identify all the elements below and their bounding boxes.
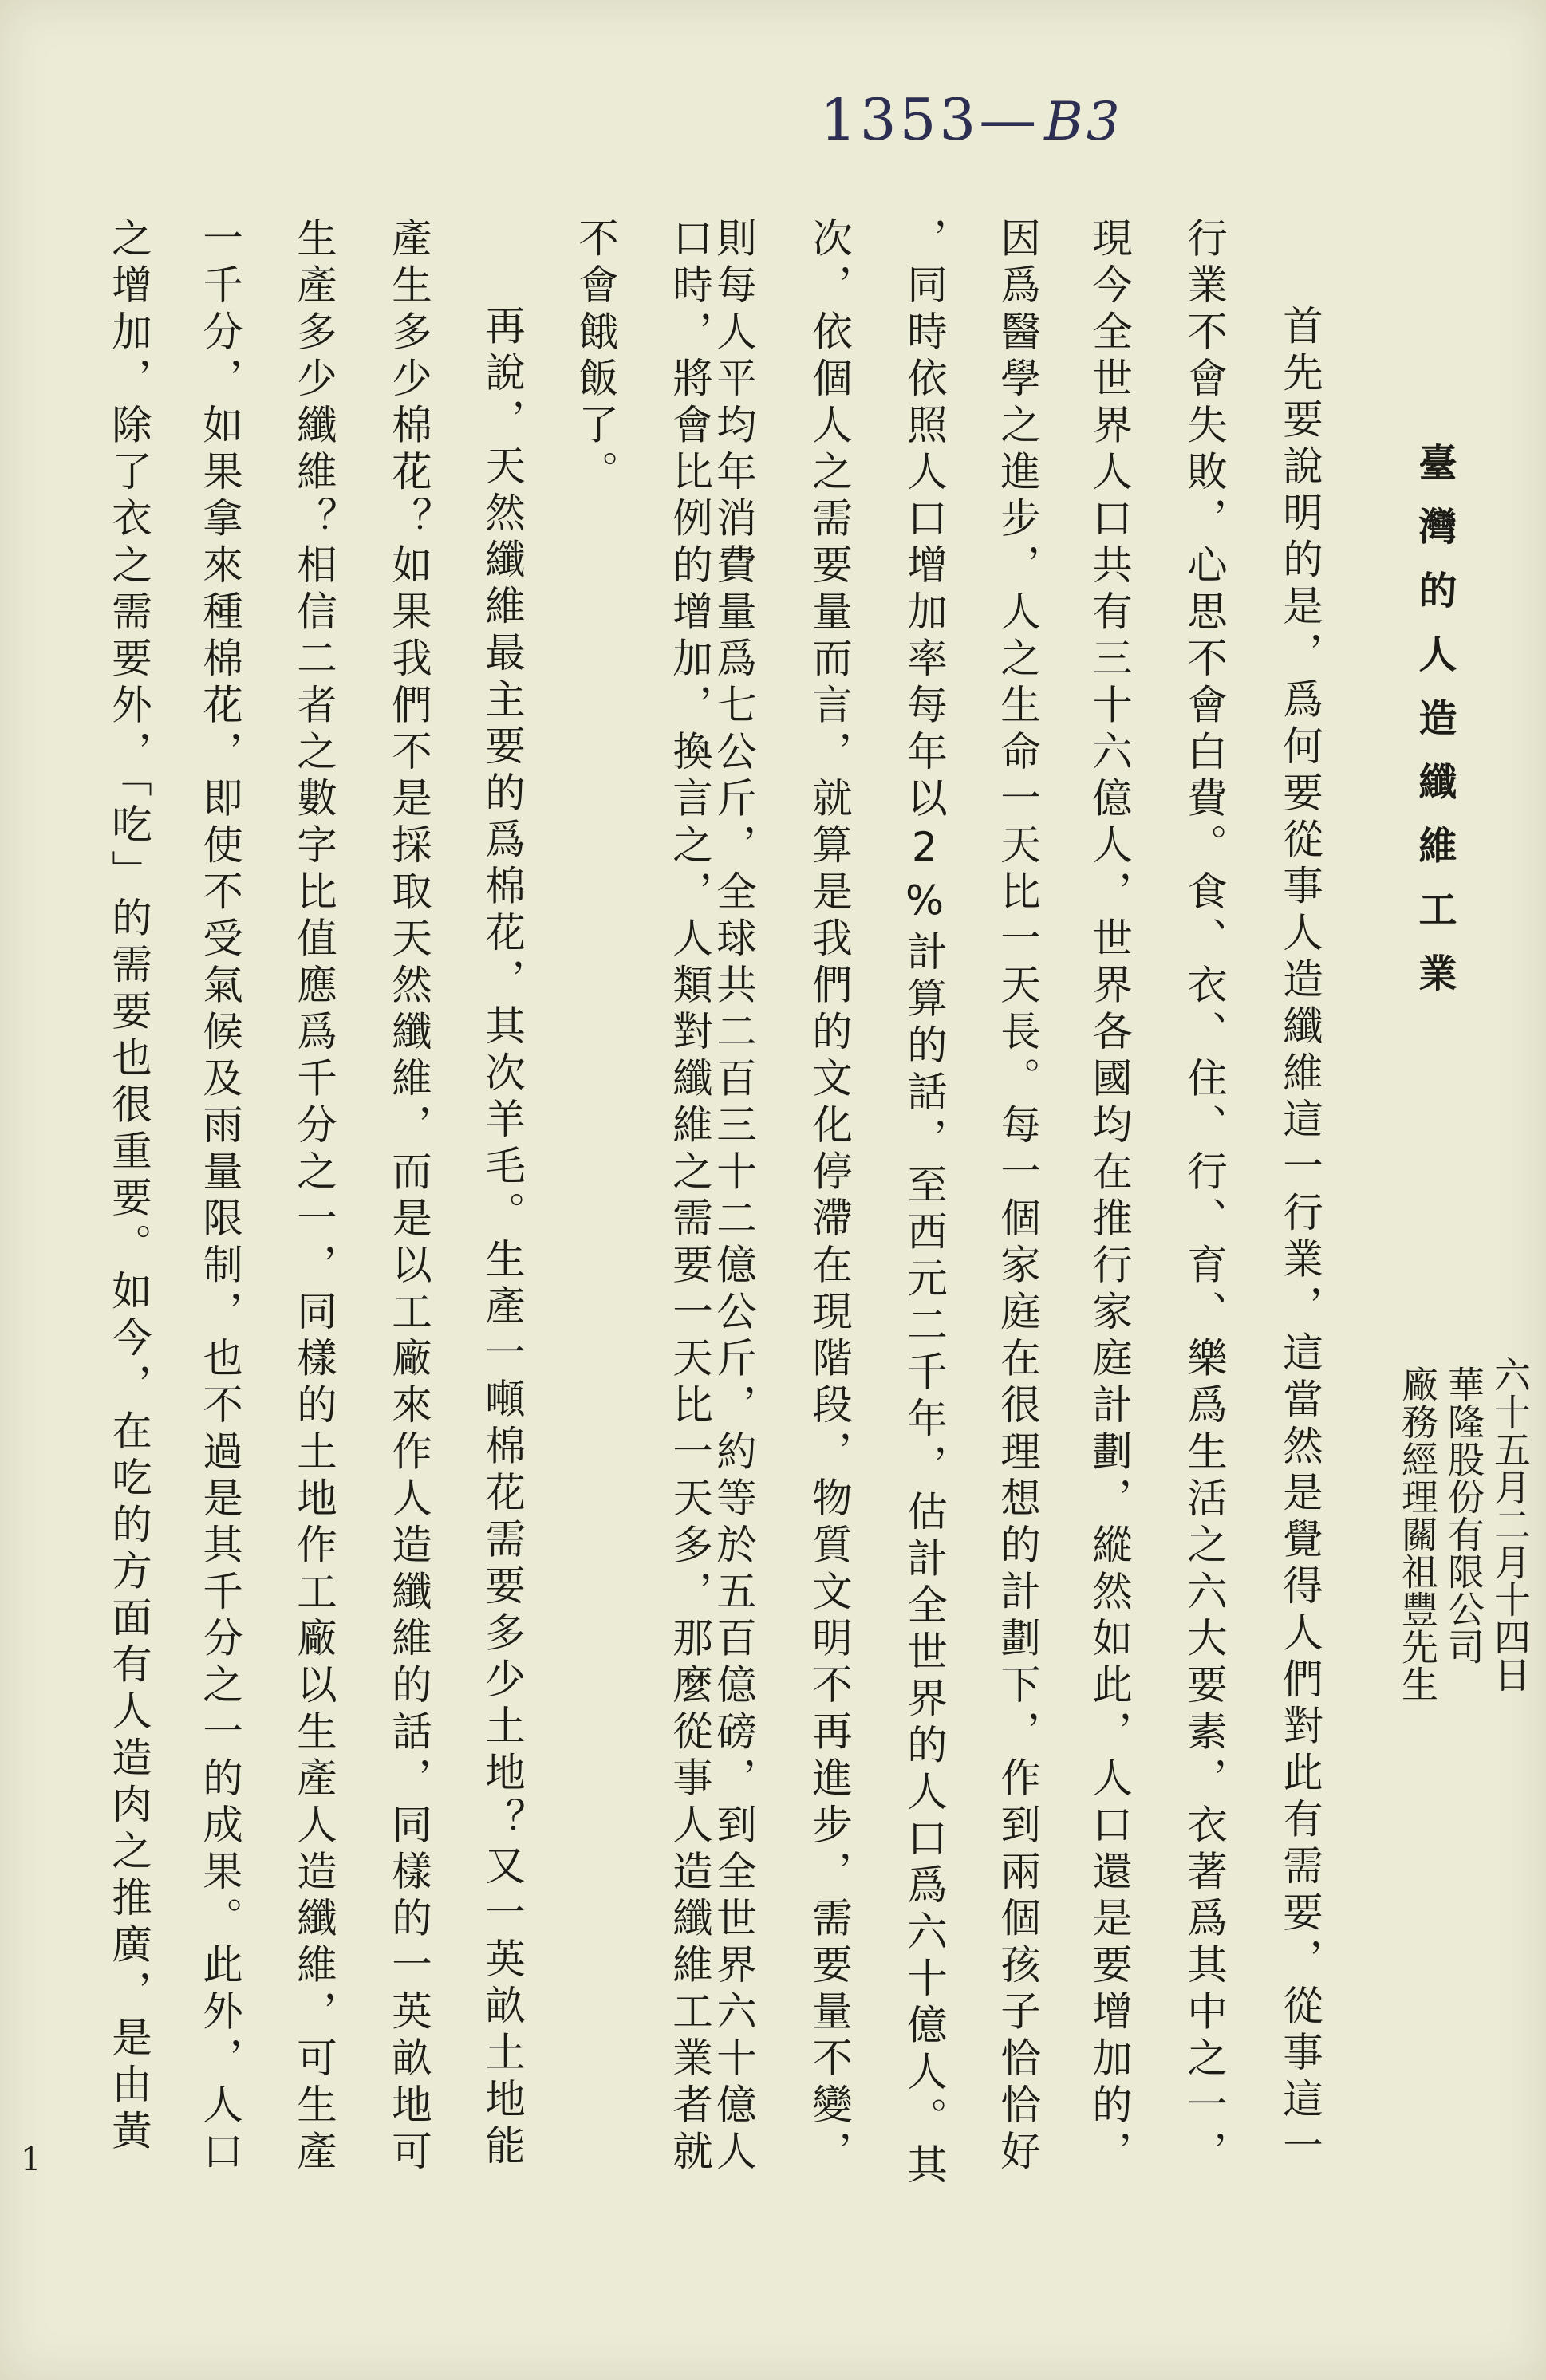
body-column-10: 再說，天然纖維最主要的爲棉花，其次羊毛。生產一噸棉花需要多少土地？又一英畝土地能 [479, 305, 527, 2171]
stamp-handwritten-mark: B3 [1044, 91, 1123, 152]
byline-author: 廠務經理關祖豐先生 [1396, 1365, 1439, 1703]
body-column-13: 一千分，如果拿來種棉花，即使不受氣候及雨量限制，也不過是其千分之一的成果。此外，人口 [196, 217, 244, 2177]
body-column-2: 行業不會失敗，心思不會白費。食、衣、住、行、育、樂爲生活之六大要素，衣著爲其中之一， [1181, 217, 1229, 2177]
archive-stamp [820, 86, 1123, 153]
body-column-14: 之增加，除了衣之需要外，「吃」的需要也很重要。如今，在吃的方面有人造肉之推廣，是由黃 [105, 217, 153, 2157]
body-column-6: 次，依個人之需要量而言，就算是我們的文化停滯在現階段，物質文明不再進步，需要量不變， [806, 217, 854, 2177]
body-column-11: 產生多少棉花？如果我們不是採取天然纖維，而是以工廠來作人造纖維的話，同樣的一英畝地可 [385, 217, 433, 2177]
body-column-9: 不會餓飯了。 [572, 217, 620, 497]
body-column-4: 因爲醫學之進步，人之生命一天比一天長。每一個家庭在很理想的計劃下，作到兩個孩子恰恰好 [994, 217, 1042, 2177]
body-column-1: 首先要說明的是，爲何要從事人造纖維這一行業，這當然是覺得人們對此有需要，從事這一 [1276, 305, 1324, 2171]
article-title: 臺灣的人造纖維工業 [1412, 443, 1457, 1017]
body-column-12: 生產多少纖維？相信二者之數字比值應爲千分之一，同樣的土地作工廠以生產人造纖維，可生產 [290, 217, 338, 2177]
page-number: 1 [21, 2142, 41, 2178]
body-column-5: ，同時依照人口增加率每年以2%計算的話，至西元二千年，估計全世界的人口爲六十億人。其 [901, 217, 949, 2190]
body-column-3: 現今全世界人口共有三十六億人，世界各國均在推行家庭計劃，縱然如此，人口還是要增加的， [1086, 217, 1134, 2177]
byline-date: 六十五月二月十四日 [1489, 1356, 1532, 1693]
byline-company: 華隆股份有限公司 [1442, 1365, 1485, 1665]
body-column-8: 口時，將會比例的增加，換言之，人類對纖維之需要一天比一天多，那麼從事人造纖維工業者就 [666, 217, 714, 2177]
stamp-number: 1353— [820, 86, 1040, 153]
body-column-7: 則每人平均年消費量爲七公斤，全球共二百三十二億公斤，約等於五百億磅，到全世界六十億人 [710, 217, 758, 2177]
